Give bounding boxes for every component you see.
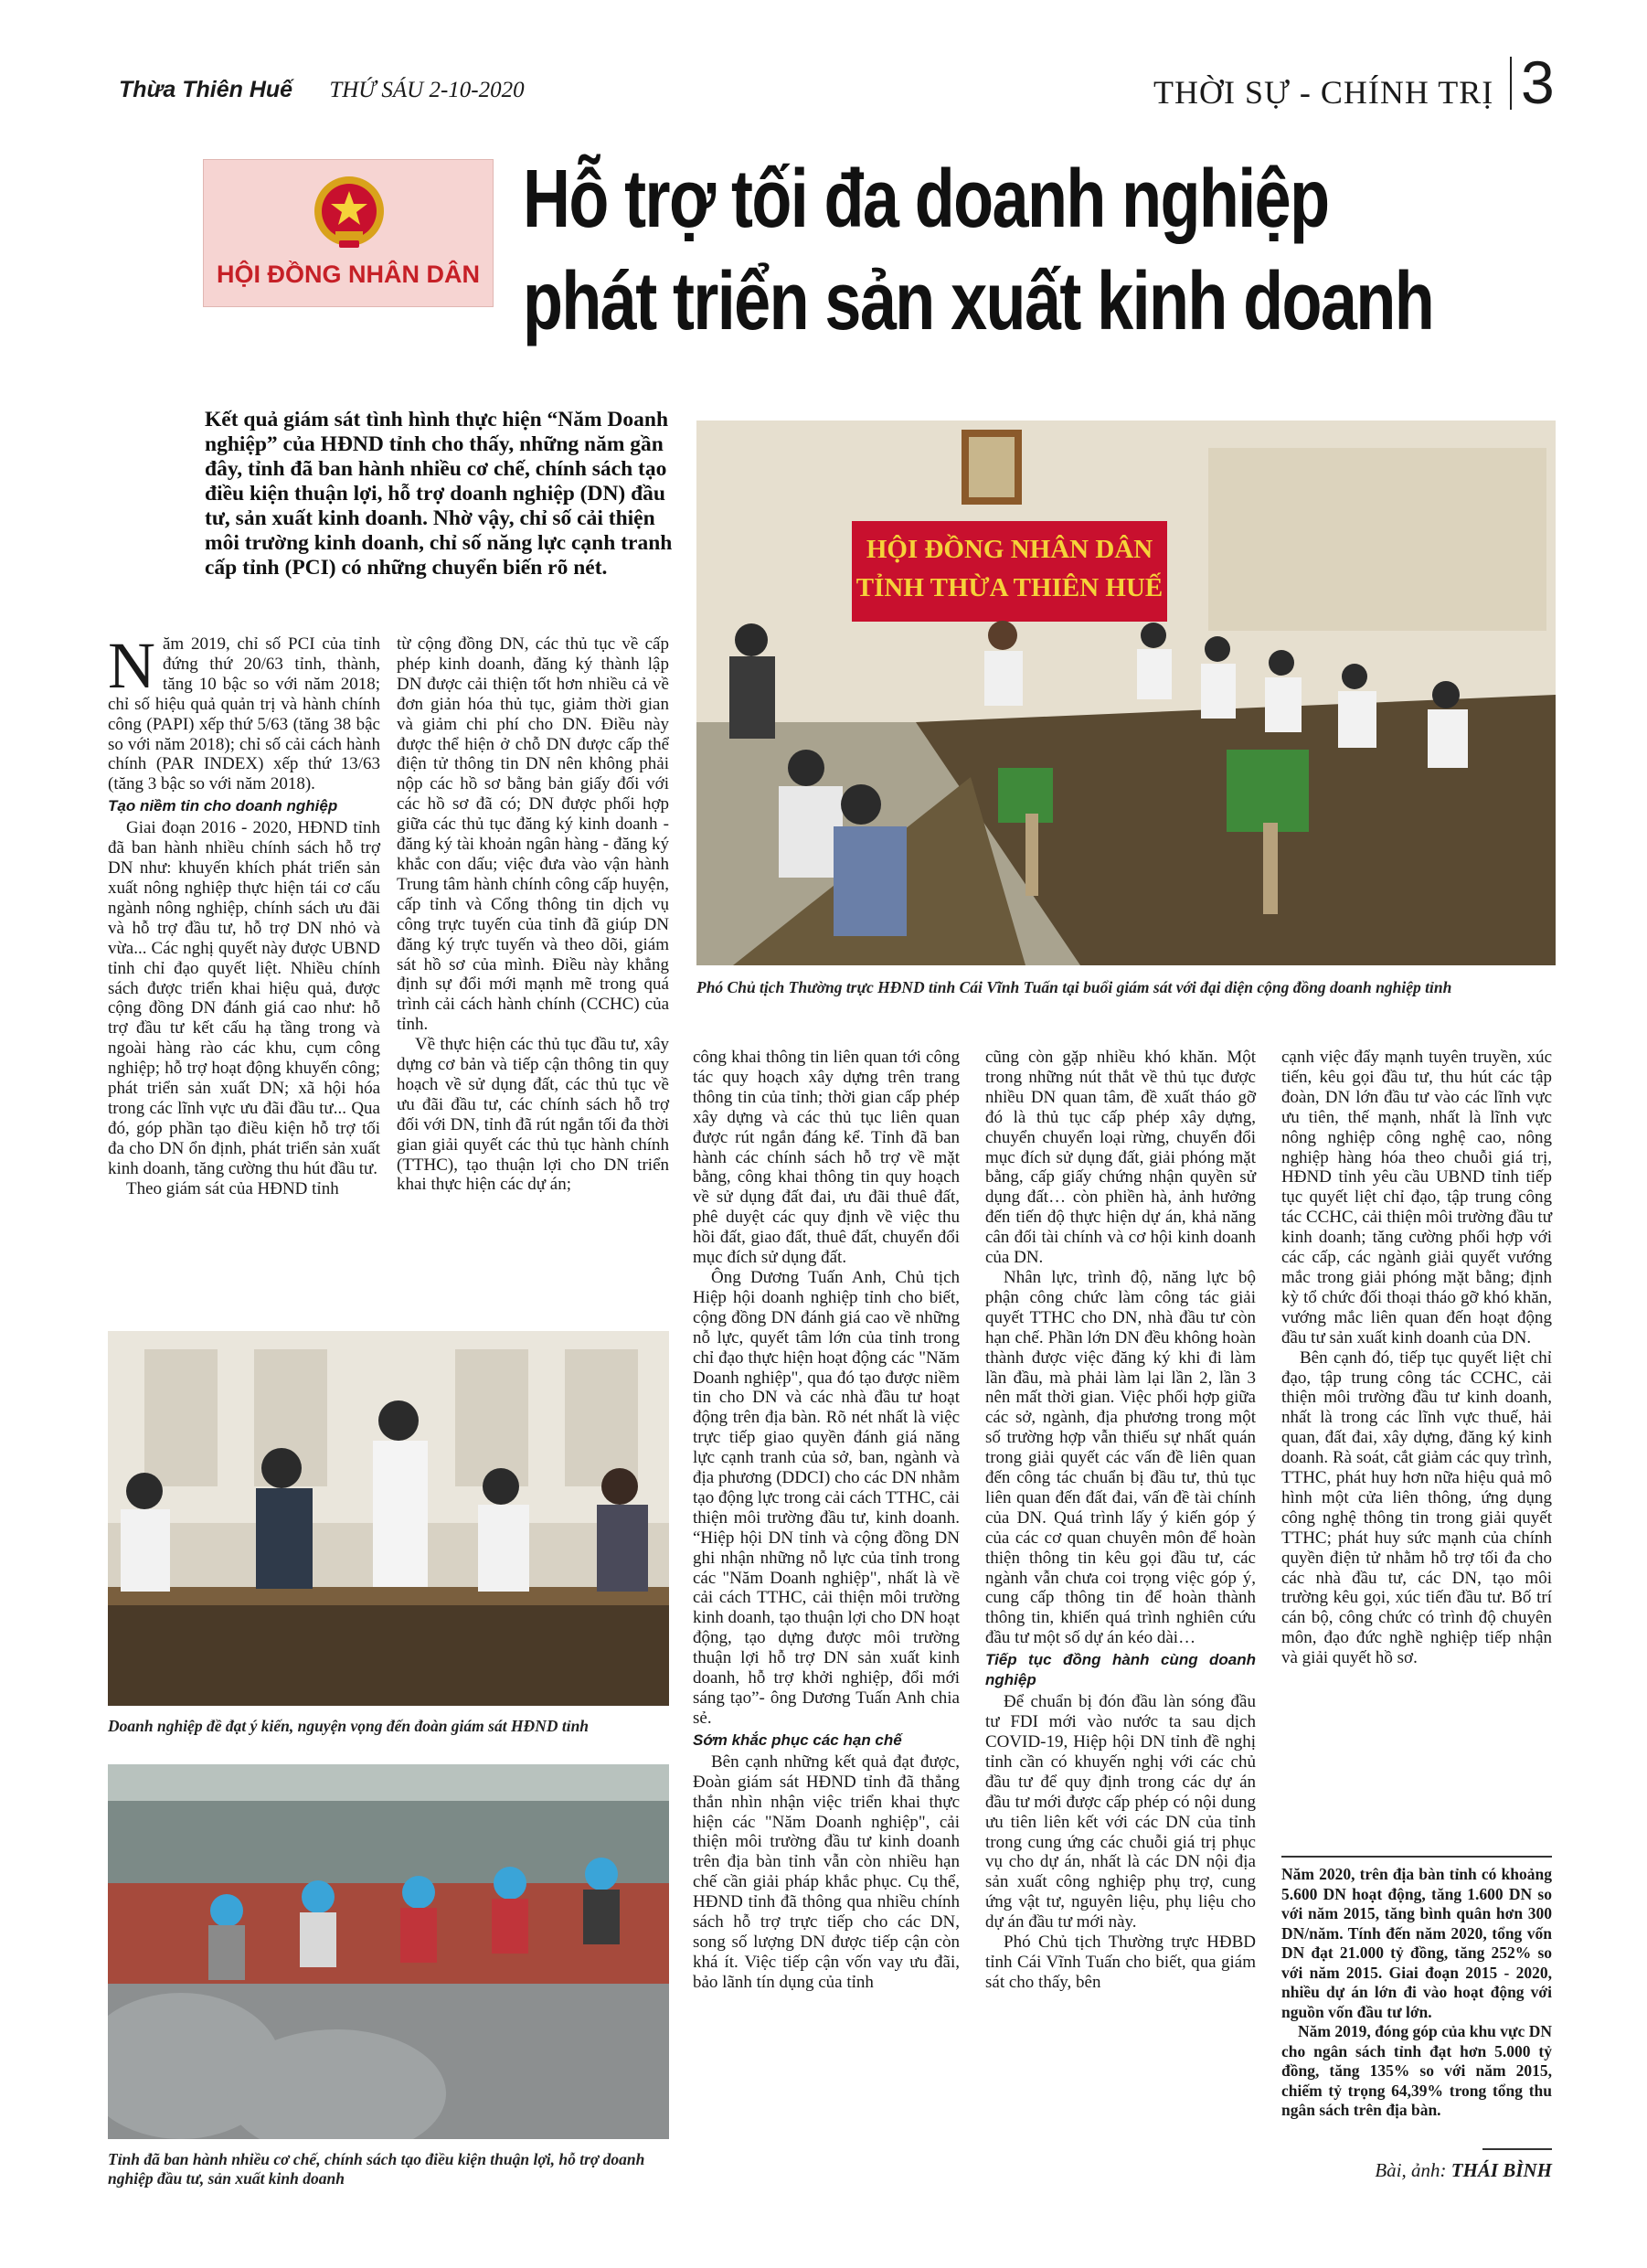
stats-paragraph: Năm 2019, đóng góp của khu vực DN cho ngân sách tỉnh đạt hơn 5.000 tỷ đồng, tăng 135% so với năm 2015, chiếm tỷ trọng 64,39% trong tổng thu ngân sách trên địa bàn. bbox=[1281, 2022, 1552, 2119]
meeting-banner bbox=[852, 530, 1167, 607]
paragraph-text: ăm 2019, chỉ số PCI của tỉnh đứng thứ 20/63 tỉnh, thành, tăng 10 bậc so với năm 2018; chỉ số hiệu quả quản trị và hành chính công (PAPI) xếp thứ 5/63 (tăng 38 bậc so với năm 2018); chỉ số cải cách hành chính (PAR INDEX) xếp thứ 13/63 (tăng 3 bậc so với năm 2018). bbox=[108, 634, 380, 794]
byline bbox=[1344, 2159, 1552, 2182]
page-number: 3 bbox=[1521, 48, 1555, 116]
paragraph: cũng còn gặp nhiều khó khăn. Một trong những nút thắt về thủ tục được nhiều DN quan tâm, đề xuất tháo gỡ đó là thủ tục cấp phép xây dựng, chuyển chuyển loại rừng, chuyển đổi mục đích sử dụng đất, giải phóng mặt bằng, cấp giấy chứng nhận quyền sử dụng đất… còn phiền hà, ảnh hưởng đến tiến độ thực hiện dự án, khả năng cân đối tài chính và cơ hội kinh doanh của DN. bbox=[985, 1048, 1256, 1268]
stats-paragraph: Năm 2020, trên địa bàn tỉnh có khoảng 5.600 DN hoạt động, tăng 1.600 DN so với năm 2015, tăng bình quân hơn 300 DN/năm. Tính đến năm 2020, tổng vốn DN đạt 21.000 tỷ đồng, tăng 252% so với năm 2015. Giai đoạn 2015 - 2020, nhiều dự án lớn đi vào hoạt động với nguồn vốn đầu tư lớn. bbox=[1281, 1865, 1552, 2021]
paragraph bbox=[108, 629, 380, 794]
drop-cap: N bbox=[108, 629, 155, 702]
meeting-banner-line-2: TỈNH THỪA THIÊN HUẾ bbox=[855, 573, 1164, 602]
stats-box bbox=[1281, 1865, 1552, 2121]
headline-line-1: Hỗ trợ tối đa doanh nghiệp bbox=[523, 154, 1329, 245]
newspaper-name: Thừa Thiên Huế bbox=[119, 77, 293, 102]
page-header-left bbox=[119, 77, 525, 103]
body-column-1 bbox=[108, 629, 380, 1198]
paragraph: Nhân lực, trình độ, năng lực bộ phận công chức làm công tác giải quyết TTHC cho DN, nhà đầu tư còn hạn chế. Phần lớn DN đều không hoàn thành được việc đăng ký khi đi làm lần đầu, mà phải làm lại lần 2, lần 3 nên mất thời gian. Việc phối hợp giữa các sở, ngành, địa phương trong một số trường hợp vẫn thiếu sự nhất quán trong giải quyết các vấn đề liên quan đến công tác chuẩn bị đầu tư, thủ tục liên quan đến đất đai, vấn đề tài chính của DN. Quá trình lấy ý kiến góp ý của các cơ quan chuyên môn để hoàn thiện thông tin kêu gọi đầu tư, các ngành vẫn chưa coi trọng việc góp ý, cung cấp thông tin để hoàn thành thông tin, khiến quá trình nghiên cứu đầu tư một số dự án kéo dài… bbox=[985, 1267, 1256, 1648]
header-divider bbox=[1510, 57, 1512, 110]
paragraph: từ cộng đồng DN, các thủ tục về cấp phép kinh doanh, đăng ký thành lập DN được cải thiện tốt hơn nhiều cả về đơn giản hóa thủ tục, giảm thời gian và giảm chi phí cho DN. Điều này được thể hiện ở chỗ DN được cấp thể điện tử thông tin DN nên không phải nộp các hồ sơ bằng bản giấy đối với các hồ sơ đã có; DN được phối hợp giữa các thủ tục đăng ký kinh doanh - đăng ký tài khoản ngân hàng - đăng ký khắc con dấu; việc đưa vào vận hành Trung tâm hành chính công cấp huyện, cấp tỉnh và Cổng thông tin dịch vụ công trực tuyến của tỉnh đã giúp DN đăng ký trực tuyến và theo dõi, giám sát hồ sơ của mình. Điều này khẳng định sự đổi mới mạnh mẽ trong quá trình cải cách hành chính (CCHC) của tỉnh. bbox=[397, 634, 669, 1035]
byline-divider bbox=[1482, 2148, 1552, 2150]
photo-garment-factory bbox=[108, 1764, 669, 2139]
paragraph: cạnh việc đẩy mạnh tuyên truyền, xúc tiến, kêu gọi đầu tư, thu hút các tập đoàn, DN lớn đầu tư vào các lĩnh vực ưu tiên, thế mạnh, nhất là lĩnh vực nông nghiệp công nghệ cao, nông nghiệp hàng hóa theo chuỗi giá trị, HĐND tỉnh yêu cầu UBND tỉnh tiếp tục quyết liệt chỉ đạo, tập trung công tác CCHC, cải thiện môi trường đầu tư kinh doanh; tăng cường phối hợp với các cấp, các ngành giải quyết vướng mắc trong giải phóng mặt bằng; định kỳ tổ chức đối thoại tháo gỡ khó khăn, vướng mắc liên quan đến hoạt động đầu tư sản xuất kinh doanh của DN. bbox=[1281, 1048, 1552, 1347]
paragraph: Ông Dương Tuấn Anh, Chủ tịch Hiệp hội doanh nghiệp tỉnh cho biết, cộng đồng DN đánh giá cao về những nỗ lực, quyết tâm lớn của tỉnh trong chỉ đạo thực hiện hoạt động các "Năm Doanh nghiệp", qua đó tạo được niềm tin cho DN và các nhà đầu tư hoạt động trên địa bàn. Rõ nét nhất là việc trực tiếp giao quyền đánh giá năng lực cạnh tranh của sở, ban, ngành và địa phương (DDCI) cho các DN nhằm tạo động lực trong cải cách TTHC, cải thiện môi trường đầu tư, kinh doanh. “Hiệp hội DN tỉnh và cộng đồng DN ghi nhận những nỗ lực của tỉnh trong các "Năm Doanh nghiệp", nhất là về cải cách TTHC, cải thiện môi trường kinh doanh, tạo thuận lợi cho DN hoạt động, tạo dựng được môi trường thuận lợi hỗ trợ DN sản xuất kinh doanh, hỗ trợ khởi nghiệp, đổi mới sáng tạo”- ông Dương Tuấn Anh chia sẻ. bbox=[693, 1267, 960, 1728]
subhead-fix-limitations: Sớm khắc phục các hạn chế bbox=[693, 1730, 902, 1749]
photo-enterprise-feedback bbox=[108, 1331, 669, 1706]
photo-council-meeting bbox=[696, 421, 1556, 965]
paragraph: Giai đoạn 2016 - 2020, HĐND tỉnh đã ban hành nhiều chính sách hỗ trợ DN như: khuyến khích phát triển sản xuất nông nghiệp thực hiện tái cơ cấu ngành nông nghiệp, chính sách ưu đãi và hỗ trợ đầu tư, hỗ trợ DN nhỏ và vừa... Các nghị quyết này được UBND tỉnh chỉ đạo quyết liệt. Nhiều chính sách được triển khai hiệu quả, được cộng đồng DN đánh giá cao như: hỗ trợ đầu tư kết cấu hạ tầng trong và ngoài hàng rào các khu, cụm công nghiệp; hỗ trợ hoạt động khuyến công; phát triển sản xuất DN; xã hội hóa trong các lĩnh vực ưu đãi đầu tư... Qua đó, góp phần tạo điều kiện hỗ trợ tối đa cho DN ổn định, phát triển sản xuất kinh doanh, tăng cường thu hút đầu tư. bbox=[108, 818, 380, 1178]
headline bbox=[523, 148, 1434, 353]
subhead-accompany-enterprises: Tiếp tục đồng hành cùng doanh nghiệp bbox=[985, 1651, 1256, 1689]
meeting-illustration bbox=[696, 421, 1556, 965]
paragraph: Bên cạnh đó, tiếp tục quyết liệt chỉ đạo, tập trung công tác CCHC, cải thiện môi trường đầu tư kinh doanh, nhất là trong các lĩnh vực thuế, hải quan, đất đai, xây dựng, đăng ký kinh doanh. Rà soát, cắt giảm các quy trình, TTHC, phát huy hơn nữa hiệu quả mô hình một cửa liên thông, ứng dụng công nghệ thông tin trong giải quyết TTHC; phát huy sức mạnh của chính quyền điện tử nhằm hỗ trợ tối đa cho các nhà đầu tư, các DN, tạo môi trường kêu gọi, xúc tiến đầu tư. Bố trí cán bộ, công chức có trình độ chuyên môn, đạo đức nghề nghiệp tiếp nhận và giải quyết hồ sơ. bbox=[1281, 1347, 1552, 1668]
paragraph: Để chuẩn bị đón đầu làn sóng đầu tư FDI mới vào nước ta sau dịch COVID-19, Hiệp hội DN tỉnh đề nghị tỉnh cần có khuyến nghị với các chủ đầu tư để quy định trong các dự án đầu tư mới được cấp phép có nội dung ưu tiên liên kết với các DN của tỉnh trong cung ứng các chuỗi giá trị phục vụ cho dự án, nhất là các DN nội địa sản xuất công nghiệp phụ trợ, cung ứng vật tư, nguyên liệu, phụ liệu cho dự án đầu tư mới này. bbox=[985, 1692, 1256, 1933]
paragraph: Theo giám sát của HĐND tỉnh bbox=[126, 1178, 339, 1198]
section-title: THỜI SỰ - CHÍNH TRỊ bbox=[1153, 74, 1494, 111]
paragraph: Bên cạnh những kết quả đạt được, Đoàn giám sát HĐND tỉnh đã thẳng thắn nhìn nhận việc triển khai thực hiện các "Năm Doanh nghiệp", cải thiện môi trường đầu tư kinh doanh trên địa bàn tỉnh vẫn còn nhiều hạn chế cần giải pháp khắc phục. Cụ thể, HĐND tỉnh đã thông qua nhiều chính sách hỗ trợ trực tiếp cho các DN, song số lượng DN được tiếp cận còn khá ít. Việc tiếp cận vốn vay ưu đãi, bảo lãnh tín dụng của tỉnh bbox=[693, 1752, 960, 1992]
body-column-2 bbox=[397, 634, 669, 1195]
stats-divider bbox=[1281, 1856, 1552, 1858]
meeting-banner-line-1: HỘI ĐỒNG NHÂN DÂN bbox=[866, 535, 1153, 564]
council-badge bbox=[203, 159, 494, 307]
national-emblem-icon bbox=[312, 173, 387, 253]
paragraph: Về thực hiện các thủ tục đầu tư, xây dựng cơ bản và tiếp cận thông tin quy hoạch về sử dụng đất, các thủ tục về ưu đãi đầu tư, các chính sách hỗ trợ đối với DN, tỉnh đã rút ngắn tối đa thời gian giải quyết các thủ tục hành chính (TTHC), tạo thuận lợi cho DN triển khai thực hiện các dự án; bbox=[397, 1035, 669, 1195]
photo-2-caption: Doanh nghiệp đề đạt ý kiến, nguyện vọng đến đoàn giám sát HĐND tỉnh bbox=[108, 1717, 590, 1735]
paragraph: công khai thông tin liên quan tới công tác quy hoạch xây dựng trên trang thông tin của tỉnh; thời gian cấp phép xây dựng và các thủ tục liên quan được rút ngắn đáng kể. Tỉnh đã ban hành các chính sách hỗ trợ về mặt bằng, công khai thông tin quy hoạch về sử dụng đất đai, ưu đãi thuê đất, phê duyệt các quy định về việc thu hồi đất, giao đất, thuê đất, chuyển đổi mục đích sử dụng đất. bbox=[693, 1048, 960, 1268]
headline-line-2: phát triển sản xuất kinh doanh bbox=[523, 256, 1434, 347]
byline-prefix: Bài, ảnh: bbox=[1375, 2159, 1447, 2181]
issue-date: THỨ SÁU 2-10-2020 bbox=[329, 78, 525, 102]
council-label: HỘI ĐỒNG NHÂN DÂN bbox=[217, 261, 480, 288]
body-column-5 bbox=[1281, 1048, 1552, 1668]
factory-illustration bbox=[108, 1764, 669, 2139]
body-column-3 bbox=[693, 1048, 960, 1993]
photo-3-caption: Tỉnh đã ban hành nhiều cơ chế, chính sách tạo điều kiện thuận lợi, hỗ trợ doanh nghiệp đầu tư, sản xuất kinh doanh bbox=[108, 2150, 645, 2188]
enterprise-meeting-illustration bbox=[108, 1331, 669, 1706]
photo-1-caption: Phó Chủ tịch Thường trực HĐND tỉnh Cái Vĩnh Tuấn tại buổi giám sát với đại diện cộng đồng doanh nghiệp tỉnh bbox=[696, 978, 1452, 996]
body-column-4 bbox=[985, 1048, 1256, 1993]
subhead-build-trust: Tạo niềm tin cho doanh nghiệp bbox=[108, 797, 338, 815]
paragraph: Phó Chủ tịch Thường trực HĐBD tỉnh Cái Vĩnh Tuấn cho biết, qua giám sát cho thấy, bên bbox=[985, 1933, 1256, 1992]
byline-author: THÁI BÌNH bbox=[1450, 2159, 1552, 2181]
lead-paragraph: Kết quả giám sát tình hình thực hiện “Năm Doanh nghiệp” của HĐND tỉnh cho thấy, những năm gần đây, tỉnh đã ban hành nhiều cơ chế, chính sách tạo điều kiện thuận lợi, hỗ trợ doanh nghiệp (DN) đầu tư, sản xuất kinh doanh. Nhờ vậy, chỉ số cải thiện môi trường kinh doanh, chỉ số năng lực cạnh tranh cấp tỉnh (PCI) có những chuyển biến rõ nét. bbox=[205, 408, 673, 580]
